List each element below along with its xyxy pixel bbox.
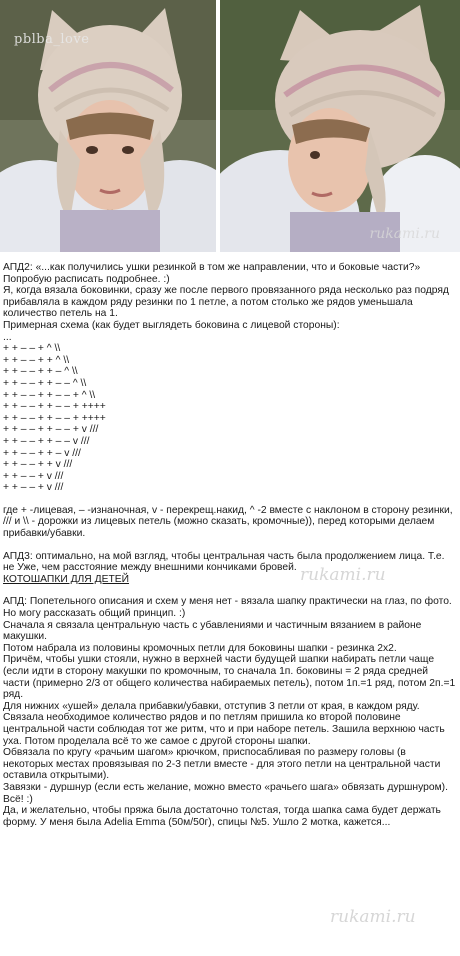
body-paragraph: Сначала я связала центральную часть с убавлениями и частичным вязанием в районе макушки. [3,619,422,643]
apd2-question: АПД2: «...как получились ушки резинкой в том же направлении, что и боковые части?» [3,262,421,273]
watermark-bottom: rukami.ru [330,907,416,927]
scheme-ellipsis: ... [3,331,12,343]
body-paragraph: Причём, чтобы ушки стояли, нужно в верхней части будущей шапки набирать петли чаще (если идти в сторону макушки по кромочным, то сначала 1п. боковины = 2 ряда средней части (примерно 2/3 от общего количества набираемых петель), потом 1п.=1 ряд, потом 2п.=1 ряд. [3,654,456,701]
photo-front [0,0,216,252]
scheme-row: + + – – + + – – ^ \\ [3,377,87,389]
body-paragraph: Завязки - дуршнур (если есть желание, можно вместо «рачьего шага» обвязать дуршнуром). Всё! :) [3,781,448,805]
scheme-row: + + – – + + – v /// [3,447,81,459]
scheme-row: + + – – + + – ^ \\ [3,366,78,378]
body-paragraph: Для нижних «ушей» делала прибавки/убавки, отступив 3 петли от края, в каждом ряду. [3,700,420,712]
apd2-intro: Попробую расписать подробнее. :) [3,273,170,285]
scheme-row: + + – – + ^ \\ [3,343,61,355]
body-paragraph: Обвязала по кругу «рачьим шагом» крючком, приспосабливая по размеру головы (в некоторых местах провязывая по 2-3 петли вместе - для этого петли на центральной части оставила открытыми). [3,747,441,782]
scheme-row: + + – – + + – – + ++++ [3,412,106,424]
scheme-row: + + – – + + – – v /// [3,435,90,447]
watermark-mid: rukami.ru [300,565,386,585]
body-paragraph: Связала необходимое количество рядов и по петлям пришила ко второй половине центральной части соблюдая тот же ритм, что и при наборе петель. Зашила верхнюю часть уха. Потом проделала всё то же самое с другой стороны шапки. [3,712,445,747]
post-text [0,252,460,927]
watermark-top: pblba_love [14,32,90,47]
scheme-row: + + – – + + – – + ^ \\ [3,389,96,401]
scheme-row: + + – – + + – – + ++++ [3,401,106,413]
section-title: КОТОШАПКИ ДЛЯ ДЕТЕЙ [3,573,130,585]
scheme-row: + + – – + v /// [3,482,64,494]
watermark-photo: rukami.ru [369,226,440,242]
scheme-row: + + – – + + – – + v /// [3,424,99,436]
scheme-legend: где + -лицевая, – -изнаночная, v - перекрещ.накид, ^ -2 вместе с наклоном в сторону резинки, /// и \\ - дорожки из лицевых петель (можно сказать, кромочные)), перед которыми делаем прибавки/убавки. [3,504,453,540]
apd2-explanation: Я, когда вязала боковинки, сразу же после первого провязанного ряда несколько раз подряд прибавляла в каждом ряду резинки по 1 петле, а потом столько же рядов уменьшала количество петель на 1. [3,285,449,320]
scheme-row: + + – – + v /// [3,470,64,482]
scheme-row: + + – – + + ^ \\ [3,354,70,366]
knitting-scheme [3,343,457,494]
scheme-caption: Примерная схема (как будет выглядеть боковина с лицевой стороны): [3,319,340,331]
apd3-note: АПД3: оптимально, на мой взгляд, чтобы центральная часть была продолжением лица. Т.е. не Уже, чем расстояние между внешними кончиками бровей. [3,550,445,574]
photo-strip [0,0,460,252]
body-paragraph: Потом набрала из половины кромочных петли для боковины шапки - резинка 2х2. [3,642,397,654]
girl-in-cat-ear-hat-profile-photo [220,0,460,252]
body-paragraph: Да, и желательно, чтобы пряжа была достаточно толстая, тогда шапка сама будет держать форму. У меня была Adelia Emma (50м/50г), спицы №5. Ушло 2 мотка, кажется... [3,805,441,828]
photo-profile [220,0,460,252]
principle-intro: Но могу рассказать общий принцип. :) [3,608,186,620]
scheme-row: + + – – + + v /// [3,459,73,471]
apd-note: АПД: Попетельного описания и схем у меня нет - вязала шапку практически на глаз, по фото. [3,596,452,608]
